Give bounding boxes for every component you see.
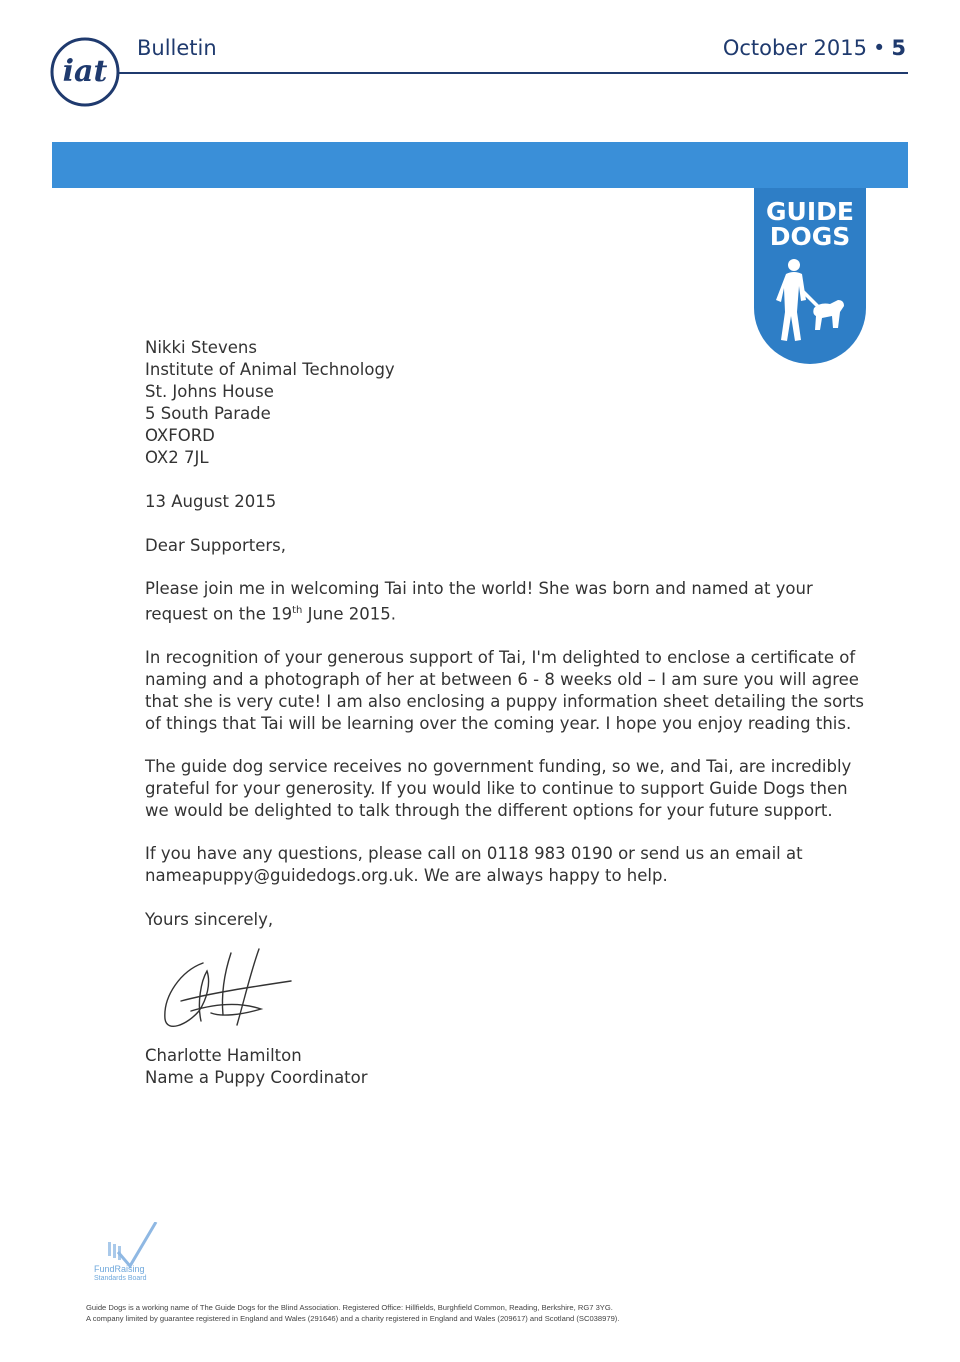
iat-logo-text: iat xyxy=(62,54,108,89)
paragraph-3: The guide dog service receives no government funding, so we, and Tai, are incredibly grateful for your generosity. If you would like to continue to support Guide Dogs then we would be delighted to talk through the different options for your future support. xyxy=(145,756,852,820)
paragraph-1-text: Please join me in welcoming Tai into the world! She was born and named at your request on the 19 xyxy=(145,579,813,624)
recipient-postcode: OX2 7JL xyxy=(145,448,209,467)
paragraph-1-end: June 2015. xyxy=(302,604,397,624)
recipient-town: OXFORD xyxy=(145,426,215,445)
closing: Yours sincerely, xyxy=(145,909,274,929)
recipient-address xyxy=(145,337,865,469)
recipient-organisation: Institute of Animal Technology xyxy=(145,360,395,379)
paragraph-1 xyxy=(145,578,865,626)
fundraising-text xyxy=(94,1265,184,1283)
issue-separator: • xyxy=(872,36,886,60)
legal-footer xyxy=(86,1302,886,1324)
header-rule xyxy=(117,72,908,74)
letter-body xyxy=(145,337,865,1089)
paragraph-2: In recognition of your generous support of Tai, I'm delighted to enclose a certificate of naming and a photograph of her at between 6 - 8 weeks old – I am sure you will agree that she is very cute! I am also enclosing a puppy information sheet detailing the sorts of things that Tai will be learning over the coming year. I hope you enjoy reading this. xyxy=(145,647,865,733)
letter-date: 13 August 2015 xyxy=(145,492,277,511)
signer-title: Name a Puppy Coordinator xyxy=(145,1067,368,1087)
ordinal-suffix: th xyxy=(292,605,303,616)
issue-info xyxy=(723,36,906,60)
signer-name: Charlotte Hamilton xyxy=(145,1045,302,1065)
letterhead-band xyxy=(52,142,908,188)
page-number: 5 xyxy=(891,36,906,60)
footer-line1: Guide Dogs is a working name of The Guide Dogs for the Blind Association. Registered Office: Hillfields, Burghfield Common, Reading, Berkshire, RG7 3YG. xyxy=(86,1303,613,1312)
issue-date: October 2015 xyxy=(722,36,867,60)
salutation: Dear Supporters, xyxy=(145,536,286,555)
recipient-name: Nikki Stevens xyxy=(145,338,257,357)
footer-line2: A company limited by guarantee registered in England and Wales (291646) and a charity registered in England and Wales (209617) and Scotland (SC038979). xyxy=(86,1314,620,1323)
badge-line1: GUIDE xyxy=(766,197,854,226)
recipient-address-line: 5 South Parade xyxy=(145,404,271,423)
fundraising-line1: FundRaising xyxy=(94,1264,145,1274)
section-title: Bulletin xyxy=(137,36,217,60)
paragraph-4: If you have any questions, please call on 0118 983 0190 or send us an email at nameapuppy@guidedogs.org.uk. We are always happy to help. xyxy=(145,843,803,885)
page-header xyxy=(0,0,960,89)
recipient-address-line: St. Johns House xyxy=(145,382,274,401)
iat-logo xyxy=(49,36,121,108)
badge-line2: DOGS xyxy=(769,222,851,251)
fundraising-line2: Standards Board xyxy=(94,1275,147,1282)
handwritten-signature xyxy=(141,941,311,1041)
